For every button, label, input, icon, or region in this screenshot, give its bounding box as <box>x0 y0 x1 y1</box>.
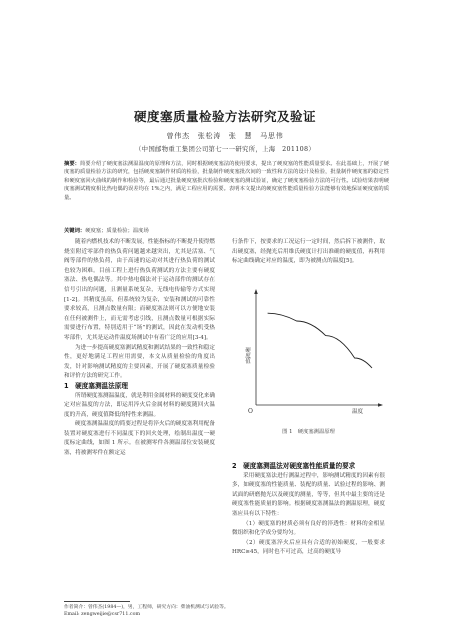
section-1-continued: 行条件下，按要求的工况运行一定时间，然后拆下被测件，取出硬度塞，经抛光后用维氏硬度计打出准确的硬度值，再利用标定曲线确定对应的温度，即为被测点的温度[5]。 <box>232 239 385 265</box>
right-column-bottom <box>232 462 385 558</box>
section-2-paragraph-1: 采用硬度塞法进行测温过程中，影响测试精度的因素有很多，如硬度塞的性能质量、装配的质量、试验过程的影响、测试面的研磨抛光以及硬度的测量，等等，但其中最主要的还是硬度塞性能质量的影响。根据硬度塞测温法的测温原理，硬度塞应具有以下特性： <box>232 472 385 517</box>
footnote <box>64 604 264 618</box>
footnote-divider <box>64 601 130 602</box>
section-1-paragraph-1: 所谓硬度塞测温温度，就是利用金属材料的硬度变化来确定对应温度的方法，即运用淬火后金属材料的硬度随回火温度的升高，硬度值降低的特性来测温。 <box>64 392 215 418</box>
left-column <box>64 238 215 459</box>
abstract-text: 简要介绍了硬度塞法测温温度的原理和方法，同时根据硬度塞法的使用要求，提出了硬度塞的性能质量要求。在此基础上，开展了硬度塞的质量检验方法的研究，包括硬度塞制作材质的检验，批量制作硬度塞批次间的一致性和方法的设计及检验，批量制作硬度塞的稳定性和硬度塞回火曲线的制作和检验等，最后通过批量硬度塞批次检验和硬度塞的测试验证，确定了硬度塞检验方法的可行性。试验结果表明硬度塞测试精度相比热电偶的误差均在 1%之内，满足工程应用的需要。表明本文提出的硬度塞性能质量检验方法能够有效地保证硬度塞的质量。 <box>64 161 389 201</box>
section-2-item-2: （2）硬度塞淬火后应具有合适的初始硬度，一般要求 HRC≥45，同时也不可过高，过高的硬度导 <box>232 539 385 556</box>
y-axis-arrow-icon <box>254 289 258 294</box>
footnote-email: Email: zengweijie@csr711.com <box>64 612 141 617</box>
figure-1-chart <box>232 287 385 417</box>
paper-authors: 曾伟杰 张松涛 张 慧 马思伟 <box>166 132 284 140</box>
keywords-text: 硬度塞；质量检验；温度场 <box>85 228 149 234</box>
section-1-heading: 1 硬度塞测温法原理 <box>64 381 128 390</box>
x-axis-arrow-icon <box>378 403 383 407</box>
paper-title: 硬度塞质量检验方法研究及验证 <box>133 109 316 124</box>
section-2-item-1: （1）硬度塞的材质必须有良好的淬透性：材料的金相显微组织和化学成分要均匀。 <box>232 520 385 537</box>
intro-paragraph-1: 随着内燃机技术的不断发展，性能指标的不断提升使得燃烧室附近零部件的热负荷问题越来越突出，尤其是活塞、气阀等部件的热负荷，由于高速的运动对其进行热负荷的测试也较为困难。目前工程上进行热负荷测试的方法主要有硬度塞法、热电偶法等。其中热电偶法对于运动部件的测试存在信号引出的问题，且测量系统复杂，无线电传输等方式实现[1-2]。其精度虽高，但系统较为复杂，安装和测试的可靠性要求较高，且测点数量有限；而硬度塞法则可以方便地安装在任何被测件上，而无需考虑引线，且测点数量可根据实际需要进行布置，特别适用于“场”的测试，因此在发动机受热零部件，尤其是运动件温度场测试中有着广泛的应用[3-4]。 <box>64 239 215 341</box>
keywords-block <box>64 227 389 235</box>
hardness-temperature-curve <box>268 313 372 368</box>
section-2-heading: 2 硬度塞测温法对硬度塞性能质量的要求 <box>232 462 356 470</box>
section-1-paragraph-2: 硬度塞测温温度的简要过程是将淬火后的硬度塞利用配备装置对硬度塞进行不同温度下的回火处理，绘制出温度一硬度标定曲线，如图 1 所示。在被测零件各测温部位安装硬度塞，将被测零件在额定运 <box>64 421 215 457</box>
abstract-label: 摘要： <box>64 161 80 167</box>
footnote-author-bio: 作者简介：曾伟杰(1984—)，男，工程师，研究方向：柴油机测试与试验等。 <box>64 605 229 610</box>
origin-label: O <box>248 408 253 415</box>
right-column-top <box>232 238 385 267</box>
paper-affiliation: （中国邮物重工集团公司第七一一研究所，上海 201108） <box>134 145 316 153</box>
abstract-block <box>64 160 389 202</box>
figure-1-caption: 图 1 硬度塞测温原理 <box>282 429 335 435</box>
y-axis-label: 硬度值 <box>244 347 250 364</box>
x-axis-label: 温度 <box>352 409 364 415</box>
keywords-label: 关键词： <box>64 228 86 234</box>
intro-paragraph-2: 为进一步提高硬度塞测试精度和测试结果的一致性和稳定性，更好地满足工程应用需要，本文从质量检验的角度出发，针对影响测试精度的主要因素，开展了硬度塞质量检验和评价方法的研究工作。 <box>64 344 215 380</box>
